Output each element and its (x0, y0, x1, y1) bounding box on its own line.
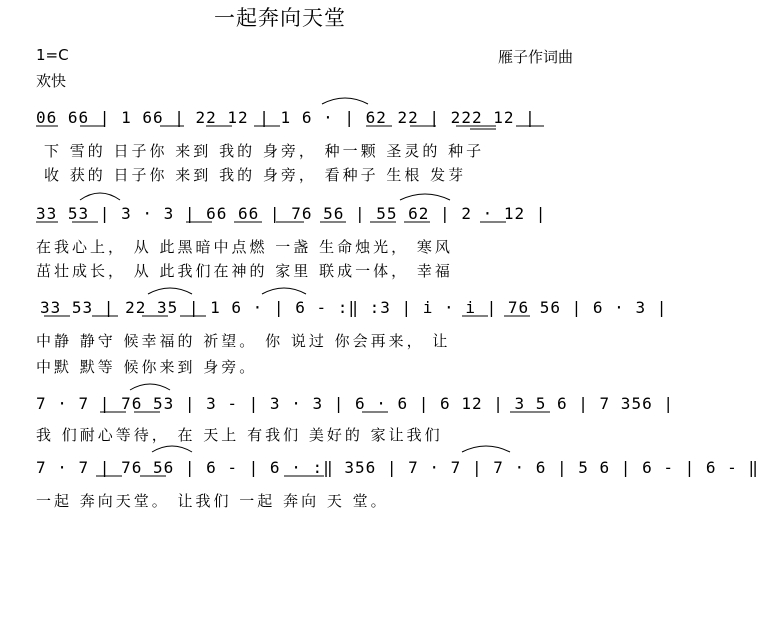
notation-line-5: 7 · 7 | 76 56 | 6 - | 6 · :‖ 356 | 7 · 7 | 7 · 6 | 5 6 | 6 - | 6 - ‖ (36, 458, 759, 477)
lyric-line-4a: 我 们耐心等待， 在 天上 有我们 美好的 家让我们 (36, 426, 443, 444)
tempo-mood: 欢快 (36, 72, 67, 90)
slur-arc (322, 98, 368, 104)
slur-arc (80, 193, 120, 200)
lyric-line-1b: 收 获的 日子你 来到 我的 身旁， 看种子 生根 发芽 (44, 166, 467, 184)
notation-line-2: 33 53 | 3 · 3 | 66 66 | 76 56 | 55 62 | 2 · 12 | (36, 204, 547, 223)
lyric-line-3a: 中静 静守 候幸福的 祈望。 你 说过 你会再来， 让 (36, 332, 451, 350)
slur-arc (130, 384, 170, 390)
lyric-line-5a: 一起 奔向天堂。 让我们 一起 奔向 天 堂。 (36, 492, 389, 510)
lyric-line-3b: 中默 默等 候你来到 身旁。 (36, 358, 258, 376)
notation-line-1: 06 66 | 1 66 | 22 12 | 1 6 · | 62 22 | 222 12 | (36, 108, 536, 127)
slur-arc (400, 194, 450, 200)
author-credit: 雁子作词曲 (498, 48, 574, 66)
lyric-line-1a: 下 雪的 日子你 来到 我的 身旁， 种一颗 圣灵的 种子 (44, 142, 485, 160)
slur-arc (148, 288, 192, 294)
lyric-line-2a: 在我心上， 从 此黑暗中点燃 一盏 生命烛光， 寒风 (36, 238, 453, 256)
slur-arc (152, 446, 192, 452)
notation-line-4: 7 · 7 | 76 53 | 3 - | 3 · 3 | 6 · 6 | 6 12 | 3 5 6 | 7 356 | (36, 394, 674, 413)
slur-arc (262, 288, 306, 294)
slur-arc (462, 446, 510, 452)
notation-line-3: 33 53 | 22 35 | 1 6 · | 6 - :‖ :3 | i · i | 76 56 | 6 · 3 | (40, 298, 668, 317)
key-signature: 1=C (36, 46, 69, 64)
lyric-line-2b: 茁壮成长， 从 此我们在神的 家里 联成一体， 幸福 (36, 262, 453, 280)
song-title: 一起奔向天堂 (214, 6, 346, 30)
